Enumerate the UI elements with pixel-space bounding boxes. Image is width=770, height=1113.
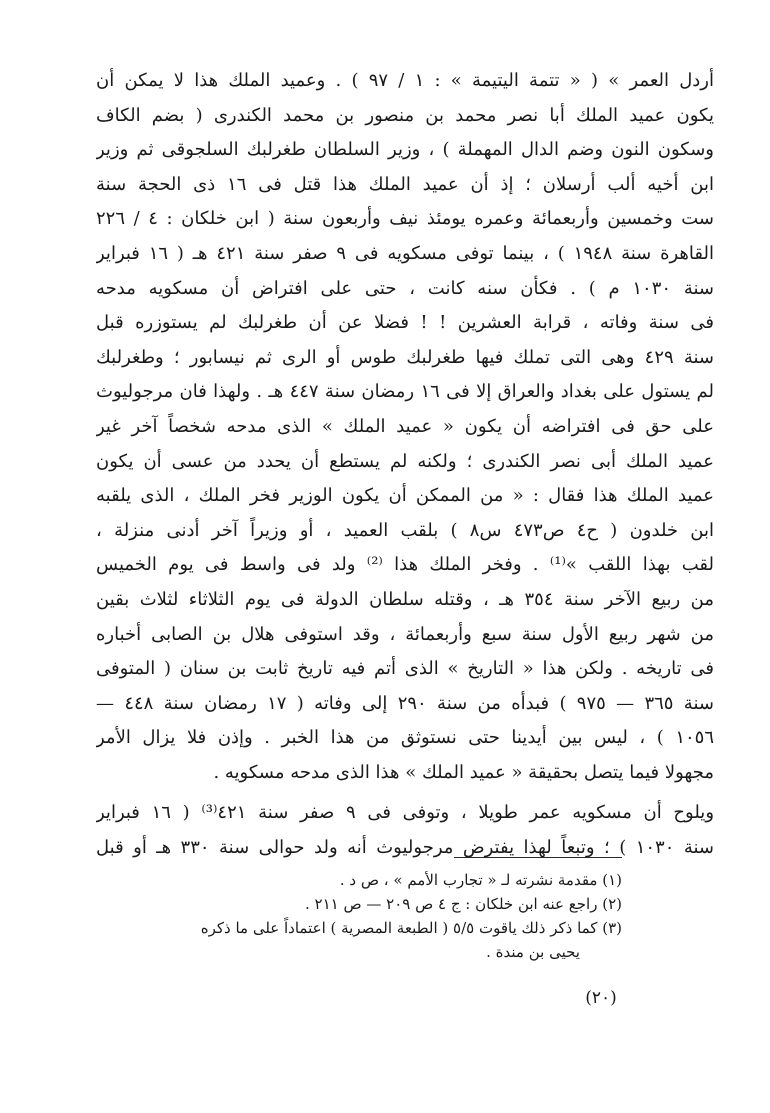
text-line: عميد الملك أبى نصر الكندرى ؛ ولكنه لم يستطع أن يحدد من عسى أن يكون: [96, 450, 714, 472]
text-line: ست وخمسين وأربعمائة وعمره يومئذ نيف وأربعون سنة ( ابن خلكان : ٤ / ٢٢٦: [96, 208, 714, 230]
footnote-3: (٣) كما ذكر ذلك ياقوت ٥/٥ ( الطبعة المصرية ) اعتماداً على ما ذكره: [200, 919, 622, 937]
text-line: من ربيع الآخر سنة ٣٥٤ هـ ، وقتله سلطان الدولة فى يوم الثلاثاء لثلاث بقين: [96, 588, 714, 610]
text-line: سنة ٣٦٥ — ٩٧٥ ) فبدأه من سنة ٢٩٠ إلى وفاته ( ١٧ رمضان سنة ٤٤٨ —: [96, 692, 714, 714]
text-line: القاهرة سنة ١٩٤٨ ) ، بينما توفى مسكويه فى ٩ صفر سنة ٤٢١ هـ ( ١٦ فبراير: [96, 242, 714, 264]
footnote-separator: [454, 857, 622, 858]
text-line: أردل العمر » ( « تتمة اليتيمة » : ١ / ٩٧ ) . وعميد الملك هذا لا يمكن أن: [96, 70, 714, 91]
text-line: عميد الملك هذا فقال : « من الممكن أن يكون الوزير فخر الملك ، الذى يلقبه: [96, 485, 714, 507]
footnote-2: (٢) راجع عنه ابن خلكان : ج ٤ ص ٢٠٩ — ص ٢١١ .: [304, 895, 622, 913]
page-number: (٢٠): [585, 988, 617, 1008]
text-line: مجهولا فيما يتصل بحقيقة « عميد الملك » هذا الذى مدحه مسكويه .: [213, 761, 714, 783]
text-line: على حق فى افتراضه أن يكون « عميد الملك » الذى مدحه شخصاً آخر غير: [96, 415, 714, 437]
footnote-3-continuation: يحيى بن مندة .: [486, 943, 580, 961]
text-line: سنة ١٠٣٠ م ) . فكأن سنه كانت ، حتى على افتراض أن مسكويه مدحه: [96, 277, 714, 299]
text-line: سنة ٤٢٩ وهى التى تملك فيها طغرلبك طوس أو الرى ثم نيسابور ؛ وطغرلبك: [96, 346, 714, 368]
text-line: من شهر ربيع الأول سنة سبع وأربعمائة ، وقد استوفى هلال بن الصابى أخباره: [96, 623, 714, 645]
footnote-1: (١) مقدمة نشرته لـ « تجارب الأمم » ، ص د .: [339, 871, 622, 889]
text-line: سنة ١٠٣٠ ) ؛ وتبعاً لهذا يفترض مرجوليوث أنه ولد حوالى سنة ٣٣٠ هـ أو قبل: [96, 837, 714, 859]
paragraph-1: [96, 64, 714, 790]
text-line: لقب بهذا اللقب »⁽¹⁾ . وفخر الملك هذا ⁽²⁾ ولد فى واسط فى يوم الخميس: [96, 554, 714, 576]
paragraph-2: [96, 796, 714, 865]
main-text: [96, 64, 714, 866]
text-line: لم يستول على بغداد والعراق إلا فى ١٦ رمضان سنة ٤٤٧ هـ . ولهذا فان مرجوليوث: [96, 381, 714, 403]
text-line: وسكون النون وضم الدال المهملة ) ، وزير السلطان طغرلبك السلجوقى ثم وزير: [96, 139, 714, 161]
footnotes: [96, 868, 622, 964]
text-line: فى تاريخه . ولكن هذا « التاريخ » الذى أتم فيه تاريخ ثابت بن سنان ( المتوفى: [96, 658, 714, 680]
text-line: يكون عميد الملك أبا نصر محمد بن منصور بن محمد الكندرى ( بضم الكاف: [96, 104, 714, 126]
text-line: ويلوح أن مسكويه عمر طويلا ، وتوفى فى ٩ صفر سنة ٤٢١⁽³⁾ ( ١٦ فبراير: [96, 802, 714, 824]
text-line: ابن أخيه ألب أرسلان ؛ إذ أن عميد الملك هذا قتل فى ١٦ ذى الحجة سنة: [96, 173, 714, 195]
text-line: فى سنة وفاته ، قرابة العشرين ! ! فضلا عن أن طغرلبك لم يستوزره قبل: [96, 312, 714, 334]
text-line: ١٠٥٦ ) ، ليس بين أيدينا حتى نستوثق من هذا الخبر . وإذن فلا يزال الأمر: [96, 727, 714, 749]
text-line: ابن خلدون ( ح٤ ص٤٧٣ س٨ ) بلقب العميد ، أو وزيراً آخر أدنى منزلة ،: [96, 519, 714, 541]
